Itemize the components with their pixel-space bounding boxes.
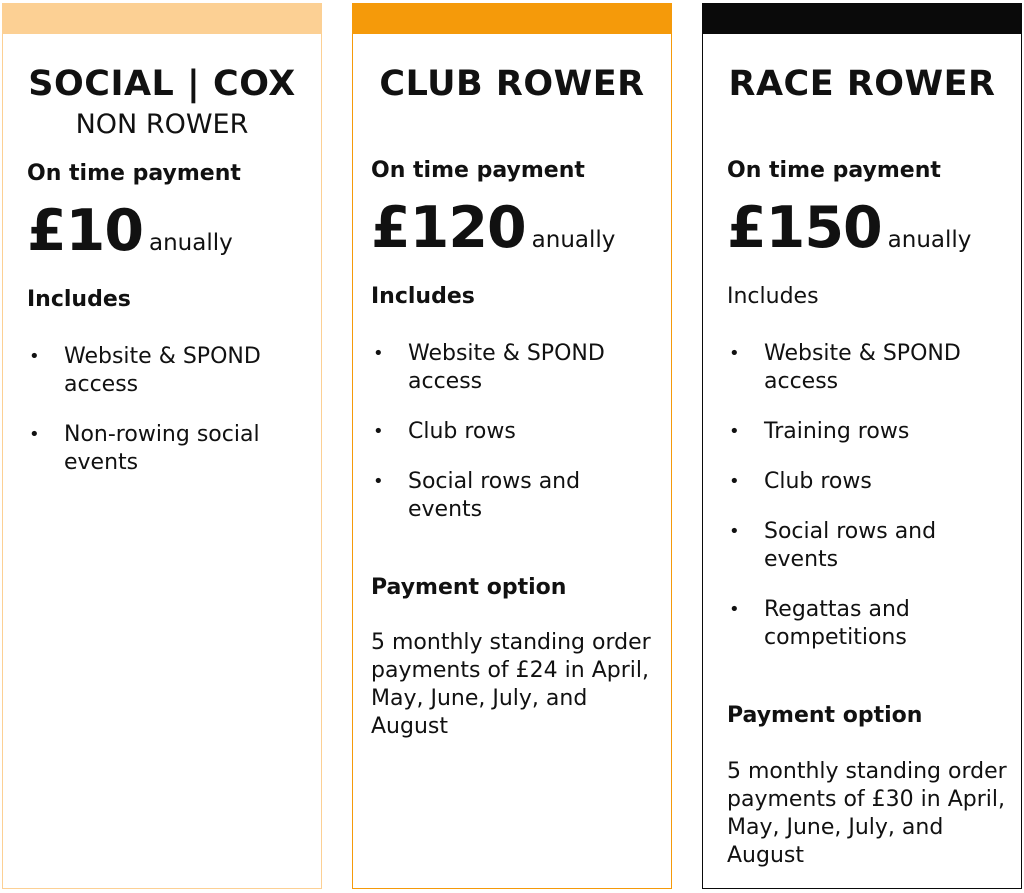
feature-item: • Training rows <box>729 418 999 446</box>
feature-item: • Club rows <box>373 418 633 446</box>
price <box>727 195 972 261</box>
payment-option-label: Payment option <box>371 575 567 600</box>
feature-item: • Club rows <box>729 468 999 496</box>
tier-card-race <box>702 3 1022 889</box>
feature-item: • Website & SPOND access <box>373 340 633 396</box>
tier-title: SOCIAL | COX <box>28 64 296 104</box>
price <box>27 198 233 264</box>
price-amount: £10 <box>27 198 143 264</box>
includes-label: Includes <box>371 284 475 309</box>
tier-card-social <box>2 3 322 889</box>
price <box>371 195 616 261</box>
tier-color-bar <box>352 3 672 34</box>
feature-item: • Website & SPOND access <box>729 340 999 396</box>
payment-option-text: 5 monthly standing order payments of £30 in April, May, June, July, and August <box>727 759 1007 868</box>
feature-item: • Website & SPOND access <box>29 343 289 399</box>
payment-label: On time payment <box>727 158 941 183</box>
price-amount: £120 <box>371 195 526 261</box>
payment-option-label: Payment option <box>727 703 923 728</box>
price-period: anually <box>887 227 972 253</box>
tier-card-club <box>352 3 672 889</box>
payment-label: On time payment <box>27 161 241 186</box>
price-period: anually <box>148 230 233 256</box>
price-period: anually <box>531 227 616 253</box>
includes-label: Includes <box>27 287 131 312</box>
feature-list <box>29 343 289 499</box>
feature-item: • Non-rowing social events <box>29 421 289 477</box>
feature-list <box>729 340 999 674</box>
includes-label: Includes <box>727 284 819 309</box>
tier-color-bar <box>2 3 322 34</box>
tier-title: RACE ROWER <box>728 64 996 104</box>
feature-item: • Social rows and events <box>373 468 633 524</box>
feature-list <box>373 340 633 546</box>
payment-label: On time payment <box>371 158 585 183</box>
feature-item: • Regattas and competitions <box>729 596 999 652</box>
price-amount: £150 <box>727 195 882 261</box>
tier-title: CLUB ROWER <box>379 64 645 104</box>
feature-item: • Social rows and events <box>729 518 999 574</box>
tier-subtitle: NON ROWER <box>75 109 249 140</box>
tier-color-bar <box>702 3 1022 34</box>
payment-option-text: 5 monthly standing order payments of £24 in April, May, June, July, and August <box>371 630 651 739</box>
